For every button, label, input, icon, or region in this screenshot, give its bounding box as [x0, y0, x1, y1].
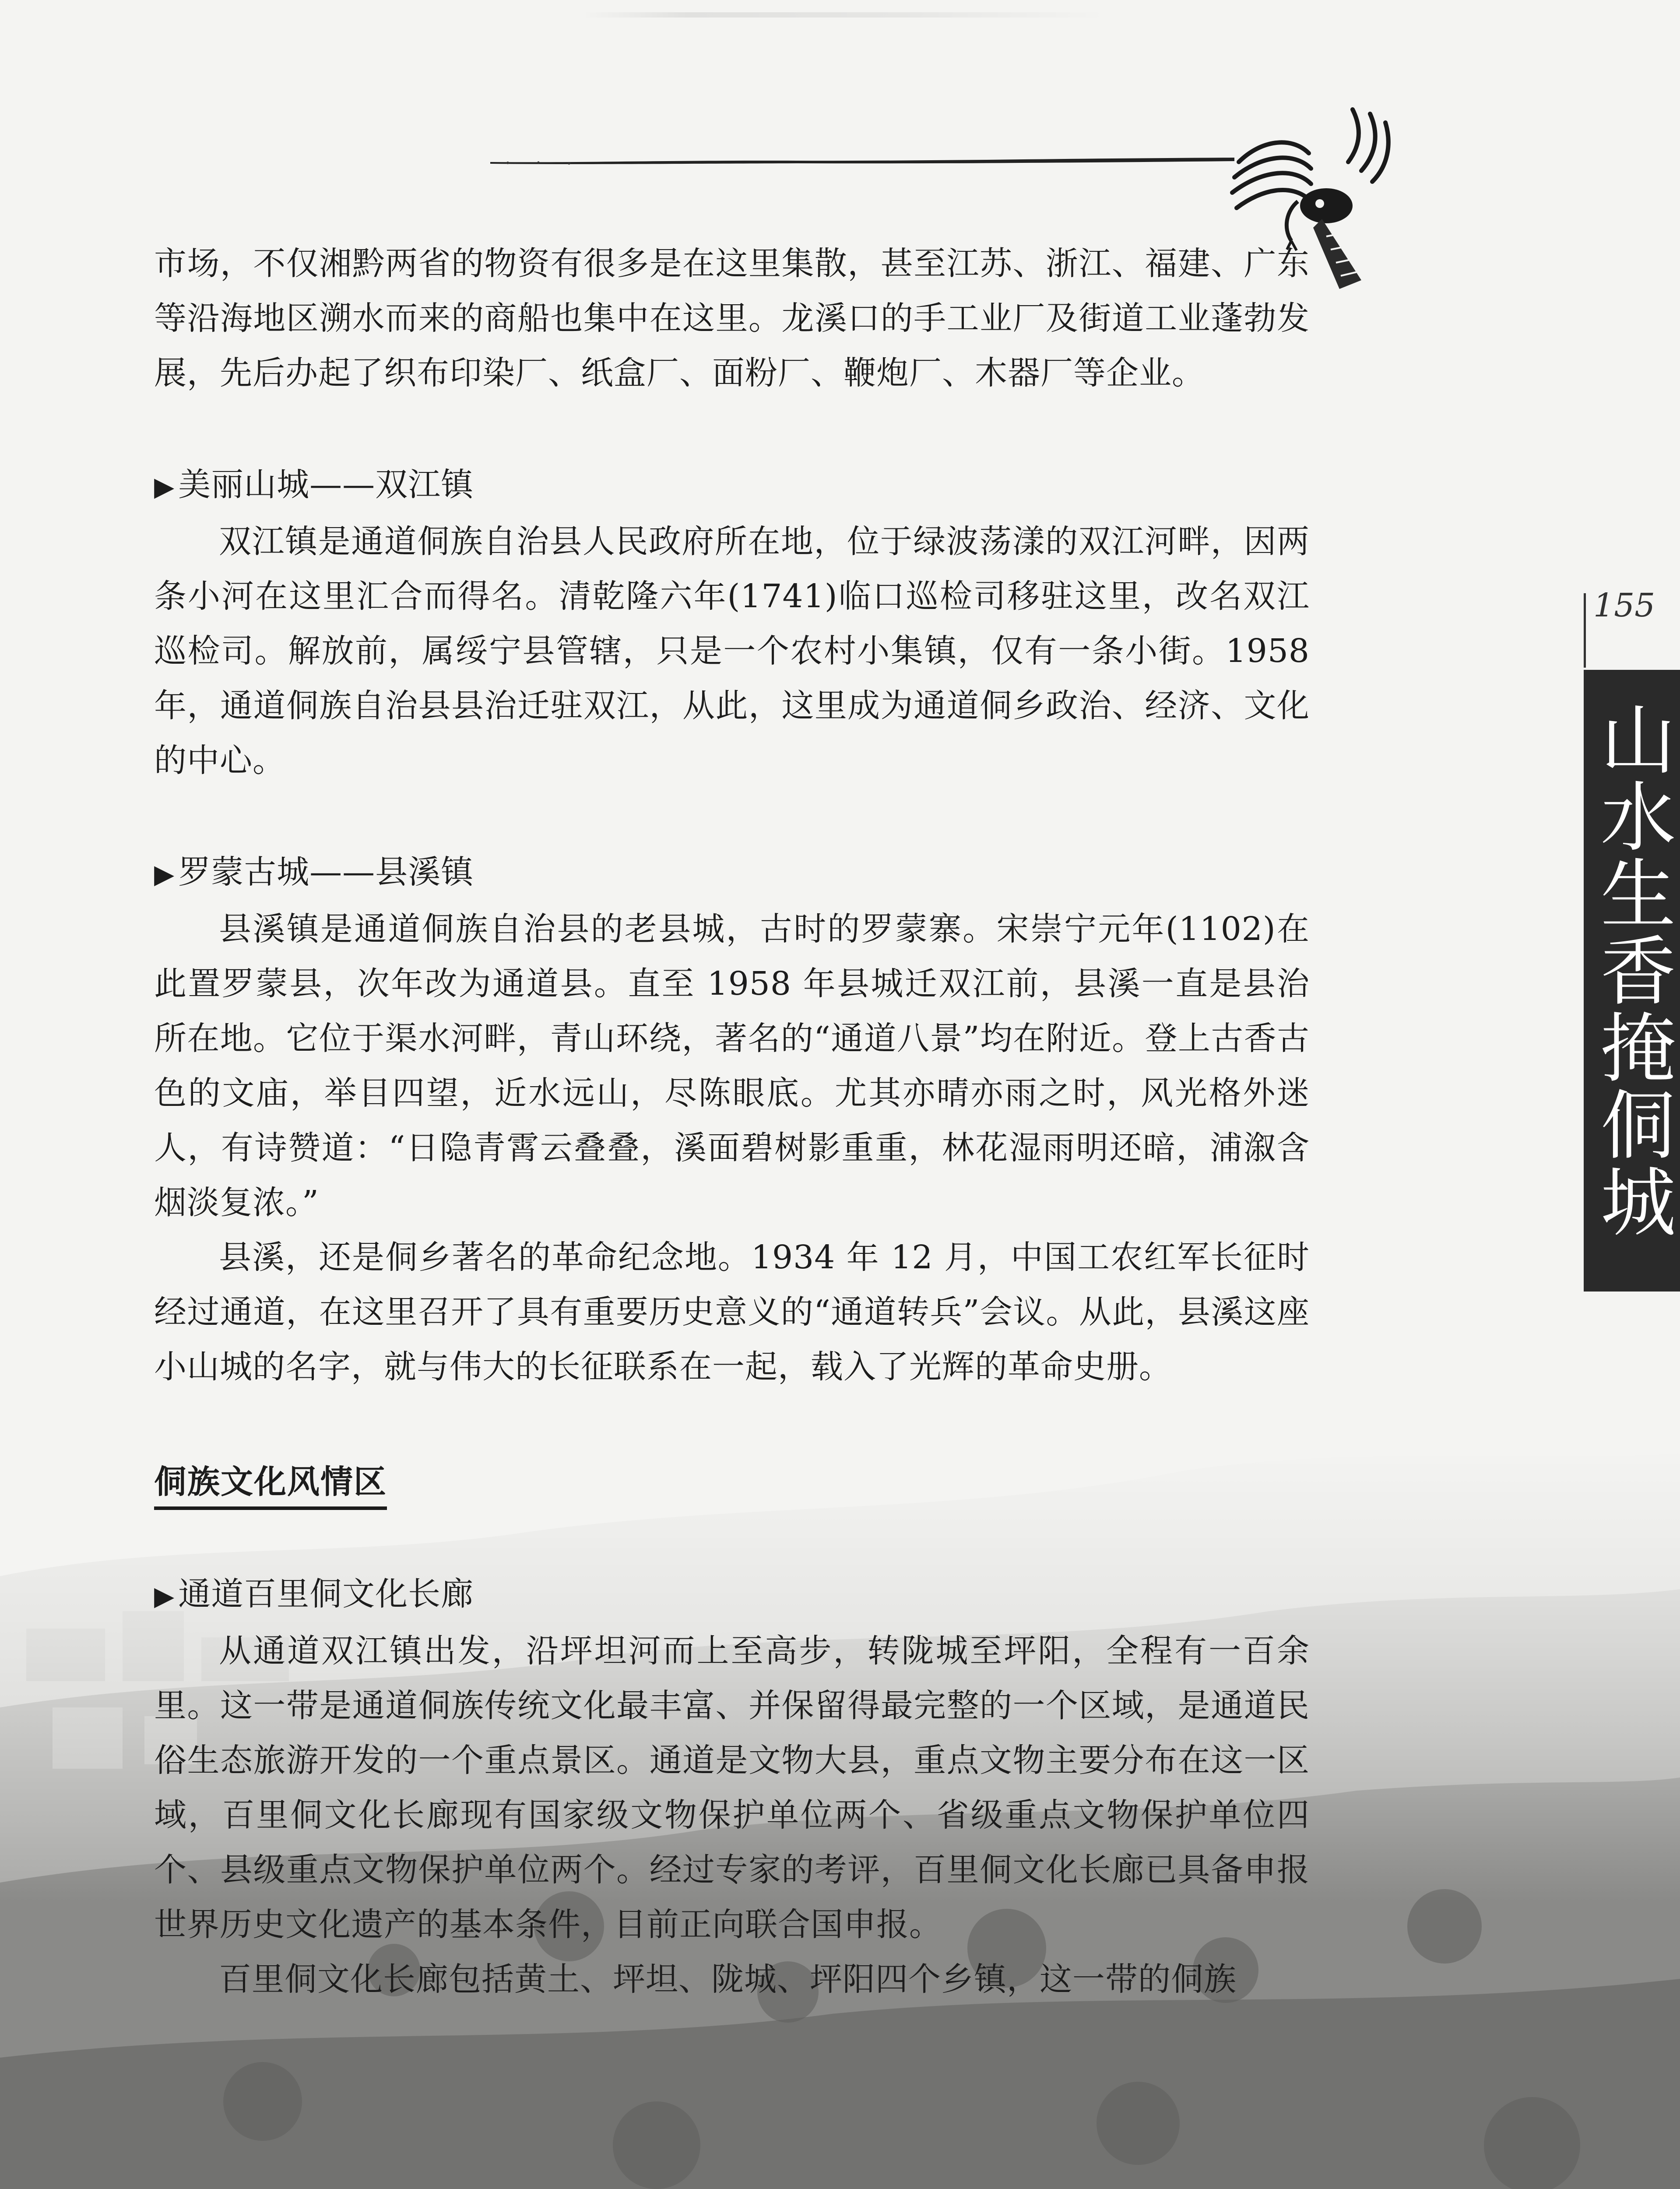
header-artifact	[582, 12, 1107, 18]
region-title: 侗族文化风情区	[154, 1460, 387, 1510]
triangle-right-icon: ▶	[154, 1581, 175, 1612]
chapter-side-banner	[1584, 670, 1680, 1292]
paragraph-corridor-2: 百里侗文化长廊包括黄土、坪坦、陇城、坪阳四个乡镇，这一带的侗族	[219, 1960, 1237, 1998]
triangle-right-icon: ▶	[154, 472, 175, 502]
article-body	[154, 236, 1310, 2007]
region-title-wrap	[154, 1394, 1310, 1510]
page-number-rule	[1584, 593, 1586, 668]
paragraph-shuangjiang: 双江镇是通道侗族自治县人民政府所在地，位于绿波荡漾的双江河畔，因两条小河在这里汇合而得名。清乾隆六年(1741)临口巡检司移驻这里，改名双江巡检司。解放前，属绥宁县管辖，只是一个农村小集镇，仅有一条小街。1958 年，通道侗族自治县县治迁驻双江，从此，这里成为通道侗乡政治、经济、文化的中心。	[154, 523, 1310, 779]
section-heading-corridor	[154, 1567, 1310, 1624]
page-number: 155	[1593, 587, 1655, 624]
paragraph-xianxi-2: 县溪，还是侗乡著名的革命纪念地。1934 年 12 月，中国工农红军长征时经过通道，在这里召开了具有重要历史意义的“通道转兵”会议。从此，县溪这座小山城的名字，就与伟大的长征联系在一起，载入了光辉的革命史册。	[154, 1239, 1310, 1386]
triangle-right-icon: ▶	[154, 859, 175, 890]
brush-stroke-divider	[490, 154, 1234, 167]
section-heading-text: 美丽山城——双江镇	[178, 466, 474, 503]
section-heading-text: 通道百里侗文化长廊	[178, 1575, 474, 1613]
paragraph-corridor-1: 从通道双江镇出发，沿坪坦河而上至高步，转陇城至坪阳，全程有一百余里。这一带是通道侗族传统文化最丰富、并保留得最完整的一个区域，是通道民俗生态旅游开发的一个重点景区。通道是文物大县，重点文物主要分布在这一区域，百里侗文化长廊现有国家级文物保护单位两个、省级重点文物保护单位四个、县级重点文物保护单位两个。经过专家的考评，百里侗文化长廊已具备申报世界历史文化遗产的基本条件，目前正向联合国申报。	[154, 1632, 1310, 1943]
intro-paragraph: 市场，不仅湘黔两省的物资有很多是在这里集散，甚至江苏、浙江、福建、广东等沿海地区溯水而来的商船也集中在这里。龙溪口的手工业厂及街道工业蓬勃发展，先后办起了织布印染厂、纸盒厂、面粉厂、鞭炮厂、木器厂等企业。	[154, 245, 1310, 392]
paragraph-xianxi-1: 县溪镇是通道侗族自治县的老县城，古时的罗蒙寨。宋崇宁元年(1102)在此置罗蒙县，次年改为通道县。直至 1958 年县城迁双江前，县溪一直是县治所在地。它位于渠水河畔，青山环绕，著名的“通道八景”均在附近。登上古香古色的文庙，举目四望，近水远山，尽陈眼底。尤其亦晴亦雨之时，风光格外迷人，有诗赞道：“日隐青霄云叠叠，溪面碧树影重重，林花湿雨明还暗，浦溆含烟淡复浓。”	[154, 910, 1310, 1221]
section-heading-shuangjiang	[154, 458, 1310, 514]
section-heading-text: 罗蒙古城——县溪镇	[178, 853, 474, 891]
chapter-title-vertical: 山水生香掩侗城	[1588, 700, 1676, 1240]
section-heading-xianxi	[154, 845, 1310, 902]
